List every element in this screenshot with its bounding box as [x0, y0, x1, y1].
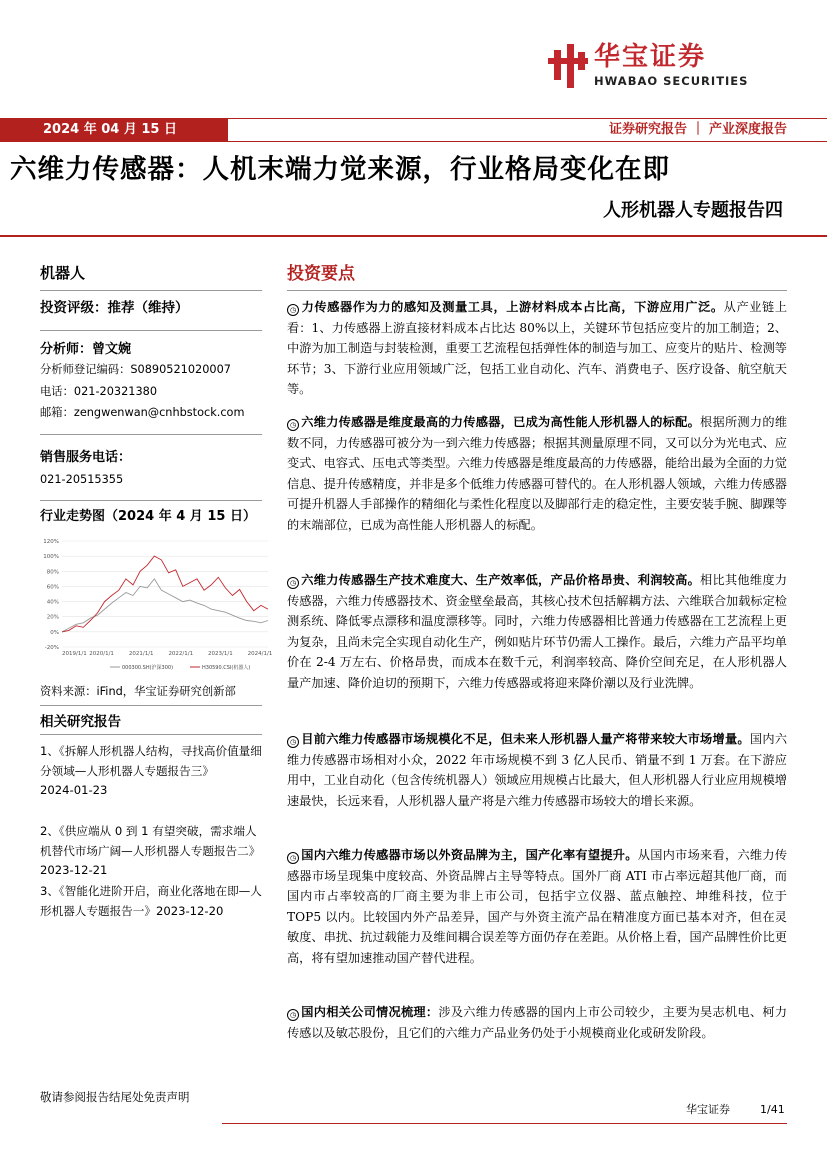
- sales-phone-label: 销售服务电话：: [40, 450, 132, 465]
- clock-bullet-icon: ◷: [287, 736, 299, 748]
- sidebar-divider: [40, 705, 262, 706]
- key-point-paragraph: [287, 845, 787, 969]
- sidebar-divider: [40, 434, 262, 435]
- related-report-item[interactable]: [40, 822, 265, 881]
- x-tick-label: 2023/1/1: [208, 651, 233, 657]
- clock-bullet-icon: ◷: [287, 852, 299, 864]
- related-report-text[interactable]: 3、《智能化进阶开启，商业化落地在即—人形机器人专题报告一》2023-12-20: [40, 884, 262, 918]
- analyst-phone: 电话：021-20321380: [40, 385, 158, 398]
- report-title: 六维力传感器：人机末端力觉来源，行业格局变化在即: [10, 154, 670, 185]
- logo-subtitle: HWABAO SECURITIES: [594, 74, 749, 88]
- key-point-body: 根据所测力的维数不同，力传感器可被分为一到六维力传感器；根据其测量原理不同，又可以分为光电式、应变式、电容式、压电式等类型。六维力传感器是维度最高的力传感器，能给出最为全面的力觉信息、提升传感精度，并非是多个低维力传感器可替代的。在人形机器人领域，六维力传感器可提升机器人手部操作的精细化与柔性化程度以及脚部行走的稳定性，主要安装手腕、脚踝等的末端部位，已成为高性能人形机器人的标配。: [287, 415, 788, 532]
- key-point-body: 从国内市场来看，六维力传感器市场呈现集中度较高、外资品牌占主导等特点。国外厂商 ATI 市占率远超其他厂商，而国内市占率较高的厂商主要为非上市公司，包括宇立仪器、蓝点触控、坤维科技，位于 TOP5 以内。比较国内外产品差异，国产与外资主流产品在精准度方面已基本对齐，但在灵敏度、串扰、抗过载能力及维间耦合误差等方面仍存在差距。从价格上看，国产品牌性价比更高，将有望加速推动国产替代进程。: [287, 848, 788, 965]
- y-tick-label: 0%: [50, 629, 59, 636]
- investment-rating: 投资评级：推荐（维持）: [40, 300, 189, 316]
- key-point-paragraph: [287, 729, 787, 811]
- key-point-lead: 国内六维力传感器市场以外资品牌为主，国产化率有望提升。: [301, 848, 638, 862]
- footer-company: 华宝证券: [686, 1103, 730, 1116]
- related-report-text[interactable]: 1、《拆解人形机器人结构，寻找高价值量细分领域—人形机器人专题报告三》: [40, 744, 262, 778]
- related-report-item[interactable]: [40, 742, 265, 801]
- y-tick-label: 100%: [43, 554, 59, 561]
- key-point-lead: 目前六维力传感器市场规模化不足，但未来人形机器人量产将带来较大市场增量。: [301, 732, 750, 746]
- key-point-body: 国内六维力传感器市场相对小众，2022 年市场规模不到 3 亿人民币、销量不到 1 万套。在下游应用中，工业自动化（包含传统机器人）领域应用规模占比最大，但人形机器人行业应用规模增速最快，长远来看，人形机器人量产将是六维力传感器市场较大的增长来源。: [287, 732, 788, 808]
- logo-name: 华宝证券: [594, 42, 707, 72]
- title-divider: [0, 235, 827, 237]
- key-point-lead: 国内相关公司情况梳理：: [301, 1005, 439, 1019]
- trend-chart-svg: [40, 535, 272, 675]
- legend-label: H30590.CSI(机器人): [202, 665, 251, 671]
- analyst-registration: 分析师登记编码：S0890521020007: [40, 363, 231, 376]
- logo-mark-icon: [548, 44, 588, 88]
- x-tick-label: 2020/1/1: [89, 651, 114, 657]
- section-title: 投资要点: [287, 264, 355, 284]
- key-point-lead: 力传感器作为力的感知及测量工具，上游材料成本占比高，下游应用广泛。: [301, 300, 724, 314]
- analyst-name: 分析师：曾文婉: [40, 342, 132, 357]
- footer-divider: [222, 1123, 787, 1124]
- sidebar-divider: [40, 330, 262, 331]
- related-report-date: 2024-01-23: [40, 783, 108, 797]
- y-tick-label: 40%: [46, 599, 59, 606]
- key-point-paragraph: [287, 297, 787, 400]
- key-point-body: 从产业链上看：1、力传感器上游直接材料成本占比达 80%以上，关键环节包括应变片的加工制造；2、中游为加工制造与封装检测，重要工艺流程包括弹性体的制造与加工、应变片的贴片、检测等环节；3、下游行业应用领域广泛，包括工业自动化、汽车、消费电子、医疗设备、航空航天等。: [287, 300, 788, 397]
- industry-label: 机器人: [40, 264, 86, 282]
- x-tick-label: 2022/1/1: [168, 651, 194, 657]
- related-report-item[interactable]: [40, 882, 265, 921]
- y-tick-label: 20%: [46, 614, 59, 621]
- clock-bullet-icon: ◷: [287, 577, 299, 589]
- key-point-lead: 六维力传感器生产技术难度大、生产效率低，产品价格昂贵、利润较高。: [301, 573, 701, 587]
- key-point-paragraph: [287, 412, 787, 536]
- key-point-paragraph: [287, 1002, 787, 1043]
- clock-bullet-icon: ◷: [287, 419, 299, 431]
- related-reports-title: 相关研究报告: [40, 714, 121, 730]
- key-point-paragraph: [287, 570, 787, 694]
- page-number: 1/41: [760, 1103, 785, 1116]
- sales-phone: 021-20515355: [40, 473, 124, 486]
- industry-trend-chart: [40, 535, 272, 675]
- legend-label: 000300.SH(沪深300): [122, 665, 174, 671]
- sidebar-divider: [40, 500, 262, 501]
- key-point-lead: 六维力传感器是维度最高的力传感器，已成为高性能人形机器人的标配。: [301, 415, 701, 429]
- key-point-body: 相比其他维度力传感器，六维力传感器技术、资金壁垒最高，其核心技术包括解耦方法、六维联合加载标定检测系统、降低零点漂移和温度漂移等。同时，六维力传感器相比普通力传感器在工艺流程上更为复杂，且尚未完全实现自动化生产，例如贴片环节仍需人工操作。最后，六维力产品平均单价在 2-4 万左右、价格昂贵，而成本在数千元，利润率较高、降价空间充足，在人形机器人量产加速、降价迫切的预期下，六维力传感器或将迎来降价潮以及行业洗牌。: [287, 573, 788, 690]
- y-tick-label: 120%: [43, 539, 59, 545]
- report-type: 证券研究报告 ｜ 产业深度报告: [608, 122, 787, 137]
- y-tick-label: 80%: [46, 569, 59, 576]
- header-band: [0, 118, 827, 142]
- x-tick-label: 2024/1/1: [247, 651, 272, 657]
- report-date: 2024 年 04 月 15 日: [0, 119, 228, 141]
- trend-chart-title: 行业走势图（2024 年 4 月 15 日）: [40, 509, 256, 524]
- section-divider: [287, 290, 787, 291]
- disclaimer-note: 敬请参阅报告结尾处免责声明: [40, 1090, 190, 1104]
- related-report-text[interactable]: 2、《供应端从 0 到 1 有望突破，需求端人机替代市场广阔—人形机器人专题报告二》2023-12-21: [40, 824, 261, 877]
- sidebar-divider: [40, 290, 262, 291]
- y-tick-label: -20%: [44, 645, 59, 651]
- clock-bullet-icon: ◷: [287, 304, 299, 316]
- y-tick-label: 60%: [46, 584, 59, 591]
- series-line: [62, 579, 268, 632]
- series-line: [62, 556, 268, 632]
- key-point-body: 涉及六维力传感器的国内上市公司较少，主要为昊志机电、柯力传感以及敏芯股份，且它们的六维力产品业务仍处于小规模商业化或研发阶段。: [287, 1005, 788, 1040]
- clock-bullet-icon: ◷: [287, 1009, 299, 1021]
- x-tick-label: 2021/1/1: [128, 651, 154, 657]
- sidebar-divider: [40, 734, 262, 735]
- company-logo: [548, 42, 780, 92]
- x-tick-label: 2019/1/1: [62, 651, 87, 657]
- chart-source: 资料来源：iFind，华宝证券研究创新部: [40, 685, 236, 698]
- analyst-email[interactable]: 邮箱：zengwenwan@cnhbstock.com: [40, 406, 245, 419]
- report-subtitle: 人形机器人专题报告四: [603, 200, 783, 221]
